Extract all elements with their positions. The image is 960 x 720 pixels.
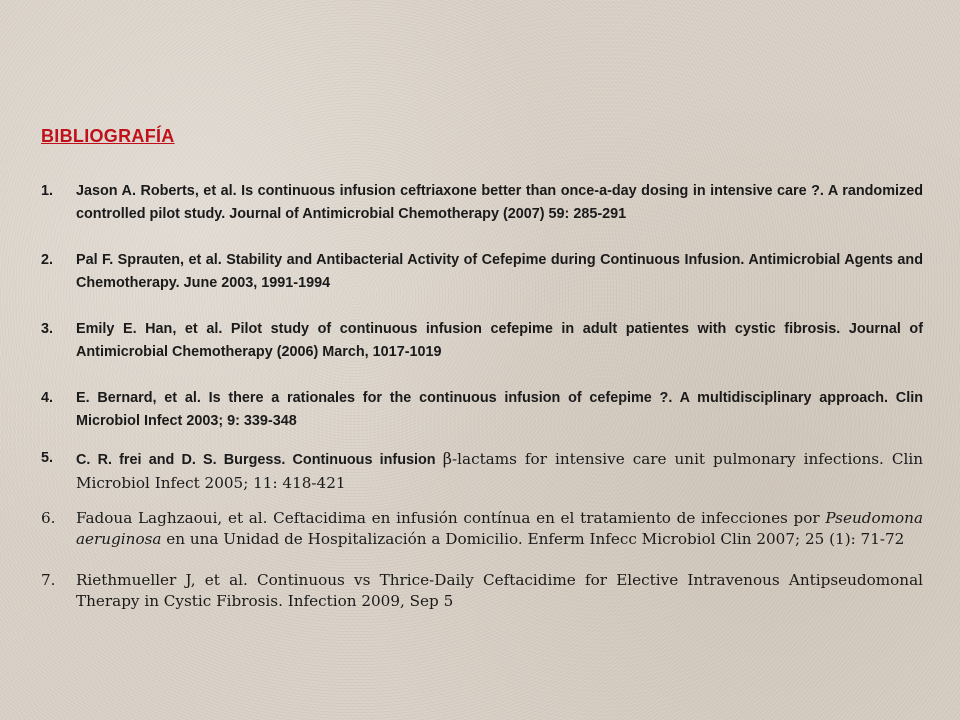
reference-number: 5. — [41, 450, 54, 466]
reference-item — [41, 570, 923, 612]
page-title: BIBLIOGRAFÍA — [41, 126, 175, 146]
reference-number: 6. — [41, 509, 56, 527]
reference-number: 2. — [41, 252, 54, 268]
reference-item — [41, 249, 923, 295]
reference-item — [41, 447, 923, 496]
reference-number: 1. — [41, 183, 54, 199]
reference-number: 3. — [41, 321, 54, 337]
reference-number: 7. — [41, 571, 56, 589]
reference-item — [41, 508, 923, 550]
reference-item — [41, 387, 923, 433]
reference-text-a: C. R. frei and D. S. Burgess. Continuous infusion — [76, 452, 443, 468]
reference-item — [41, 180, 923, 226]
reference-text: Riethmueller J, et al. Continuous vs Thrice-Daily Ceftacidime for Elective Intravenous Antipseudomonal Therapy in Cystic Fibrosis. Infection 2009, Sep 5 — [76, 571, 923, 610]
beta-symbol: β — [442, 449, 453, 468]
bibliography-list — [41, 180, 923, 612]
reference-text: Emily E. Han, et al. Pilot study of continuous infusion cefepime in adult patientes with cystic fibrosis. Journal of Antimicrobial Chemotherapy (2006) March, 1017-1019 — [76, 321, 923, 360]
reference-text-b: -lactams for intensive care unit pulmonary infections. Clin Microbiol Infect 2005; 11: 418-421 — [76, 450, 923, 492]
reference-text: E. Bernard, et al. Is there a rationales for the continuous infusion of cefepime ?. A multidisciplinary approach. Clin Microbiol Infect 2003; 9: 339-348 — [76, 390, 923, 429]
reference-item — [41, 318, 923, 364]
reference-text: Jason A. Roberts, et al. Is continuous infusion ceftriaxone better than once-a-day dosing in intensive care ?. A randomized controlled pilot study. Journal of Antimicrobial Chemotherapy (2007) 59: 285-291 — [76, 183, 923, 222]
reference-number: 4. — [41, 390, 54, 406]
reference-text-b: en una Unidad de Hospitalización a Domicilio. Enferm Infecc Microbiol Clin 2007; 25 (1): 71-72 — [161, 530, 905, 548]
reference-italic-text: Pseudomona aeruginosa — [76, 509, 923, 548]
reference-text-a: Fadoua Laghzaoui, et al. Ceftacidima en infusión contínua en el tratamiento de infecciones por — [76, 509, 826, 527]
reference-text: Pal F. Sprauten, et al. Stability and Antibacterial Activity of Cefepime during Continuous Infusion. Antimicrobial Agents and Chemotherapy. June 2003, 1991-1994 — [76, 252, 923, 291]
